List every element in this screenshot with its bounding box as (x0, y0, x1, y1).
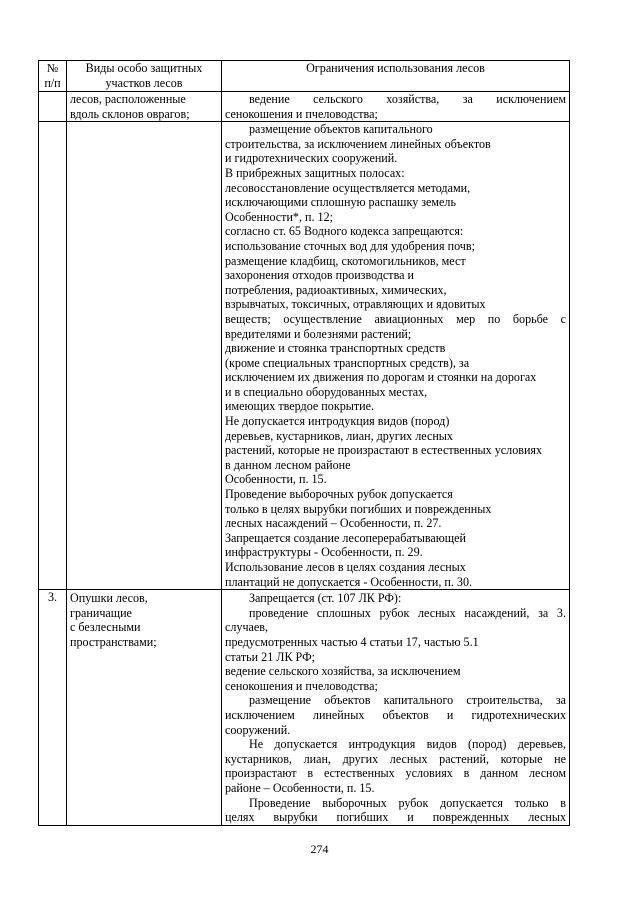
row-restrictions-cell (222, 122, 570, 590)
restriction-line: исключающими сплошную распашку земель (225, 195, 456, 210)
restriction-line: и гидротехнических сооружений. (225, 151, 398, 166)
restriction-line: сооружений. (225, 722, 291, 737)
table-row (39, 92, 570, 122)
header-type-line: участков лесов (105, 75, 183, 90)
restriction-line: исключением линейных объектов и гидротехнических (225, 707, 566, 722)
restriction-line: произрастают в естественных условиях в данном лесном (225, 766, 566, 781)
restriction-line: имеющих твердое покрытие. (225, 399, 375, 414)
restriction-line: Не допускается интродукция видов (пород) (225, 414, 450, 429)
restriction-line: статьи 21 ЛК РФ; (225, 649, 315, 664)
header-restrictions (222, 61, 570, 92)
type-line: лесов, расположенные (70, 92, 186, 106)
row-restrictions-cell (222, 92, 570, 122)
restrictions-table (38, 60, 570, 826)
restriction-line: ведение сельского хозяйства, за исключением (249, 92, 566, 106)
type-line: Опушки лесов, (70, 591, 148, 606)
restriction-line: Не допускается интродукция видов (пород) деревьев, (249, 737, 566, 752)
restriction-line: (кроме специальных транспортных средств), за (225, 355, 470, 370)
restriction-line: Использование лесов в целях создания лесных (225, 560, 466, 574)
row-type-cell (67, 92, 222, 122)
row-number-cell: 3. (39, 590, 67, 826)
restriction-line: и в специально оборудованных местах, (225, 384, 428, 399)
restriction-line: исключением их движения по дорогам и стоянки на дорогах (225, 370, 537, 385)
restriction-line: размещение объектов капитального (249, 122, 433, 137)
table-header-row (39, 61, 570, 92)
restriction-line: проведение сплошных рубок лесных насаждений, за 3. (249, 605, 566, 620)
restriction-line: согласно ст. 65 Водного кодекса запрещаются: (225, 224, 464, 239)
restriction-line: сенокошения и пчеловодства; (225, 106, 378, 121)
restriction-line: движение и стоянка транспортных средств (225, 341, 446, 356)
restriction-line: предусмотренных частью 4 статьи 17, частью 5.1 (225, 634, 479, 649)
restriction-line: только в целях вырубки погибших и поврежденных (225, 501, 492, 516)
row-type-cell (67, 590, 222, 826)
restriction-line: растений, которые не произрастают в естественных условиях (225, 443, 543, 458)
row-restrictions-cell (222, 590, 570, 826)
restriction-line: захоронения отходов производства и (225, 268, 414, 283)
restriction-line: использование сточных вод для удобрения почв; (225, 238, 475, 253)
restriction-line: Запрещается (ст. 107 ЛК РФ): (249, 591, 402, 606)
restriction-line: целях вырубки погибших и поврежденных лесных (225, 810, 566, 825)
header-number-line: № (46, 61, 59, 75)
restriction-line: лесовосстановление осуществляется методами, (225, 180, 471, 195)
type-line: граничащие (70, 605, 132, 620)
restriction-line: размещение объектов капитального строительства, за (249, 693, 566, 708)
restriction-line: лесных насаждений – Особенности, п. 27. (225, 516, 442, 531)
restriction-line: районе – Особенности, п. 15. (225, 780, 375, 795)
restriction-line: плантаций не допускается - Особенности, п. 30. (225, 574, 473, 589)
restriction-line: ведение сельского хозяйства, за исключением (225, 664, 461, 679)
restriction-line: сенокошения и пчеловодства; (225, 678, 378, 693)
row-number-cell (39, 92, 67, 122)
restriction-line: инфраструктуры - Особенности, п. 29. (225, 545, 423, 560)
row-type-cell (67, 122, 222, 590)
restriction-line: В прибрежных защитных полосах: (225, 165, 405, 180)
restriction-line: Запрещается создание лесоперерабатывающей (225, 530, 466, 545)
header-number (39, 61, 67, 92)
header-restrictions-line: Ограничения использования лесов (306, 61, 485, 75)
page-number: 274 (310, 842, 329, 856)
row-number-cell (39, 122, 67, 590)
restriction-line: деревьев, кустарников, лиан, других лесных (225, 428, 453, 443)
type-line: с безлесными (70, 620, 141, 635)
restriction-line: в данном лесном районе (225, 457, 351, 472)
type-line: пространствами; (70, 634, 157, 649)
header-type-line: Виды особо защитных (85, 61, 203, 75)
restriction-line: строительства, за исключением линейных объектов (225, 136, 491, 151)
restriction-line: Особенности*, п. 12; (225, 209, 333, 224)
restriction-line: случаев, (225, 620, 269, 635)
table-row (39, 122, 570, 590)
restriction-line: размещение кладбищ, скотомогильников, мест (225, 253, 466, 268)
type-line: вдоль склонов оврагов; (70, 106, 190, 121)
restriction-line: веществ; осуществление авиационных мер по борьбе с (225, 311, 566, 326)
restriction-line: кустарников, лиан, других лесных растений, которые не (225, 751, 566, 766)
restriction-line: потребления, радиоактивных, химических, (225, 282, 447, 297)
restriction-line: Проведение выборочных рубок допускается только в (249, 795, 566, 810)
restriction-line: вредителями и болезнями растений; (225, 326, 412, 341)
restriction-line: Особенности, п. 15. (225, 472, 327, 487)
restriction-line: взрывчатых, токсичных, отравляющих и ядовитых (225, 297, 486, 312)
table-row (39, 590, 570, 826)
restriction-line: Проведение выборочных рубок допускается (225, 487, 453, 502)
header-type (67, 61, 222, 92)
header-number-line: п/п (44, 75, 61, 90)
